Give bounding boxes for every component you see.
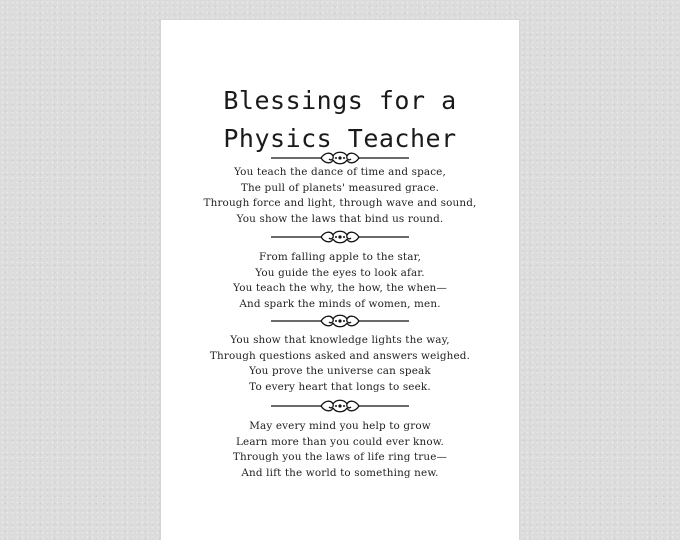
- scroll-ornament-icon: [161, 396, 519, 416]
- stanza-line: You show the laws that bind us round.: [236, 212, 444, 225]
- stanza-line: Through you the laws of life ring true—: [232, 451, 448, 464]
- stanza-line: You teach the dance of time and space,: [234, 166, 446, 178]
- stanza-line: You prove the universe can speak: [249, 365, 431, 378]
- stanza-line: To every heart that longs to seek.: [249, 380, 431, 393]
- stanza-line: From falling apple to the star,: [258, 251, 422, 263]
- stanza-line: Through questions asked and answers weighed.: [209, 349, 471, 362]
- stanza-line: Through force and light, through wave and sound,: [203, 197, 477, 210]
- stanza-3: [161, 333, 519, 395]
- stanza-line: And spark the minds of women, men.: [239, 297, 441, 310]
- stanza-line: You teach the why, the how, the when—: [233, 282, 447, 295]
- stanza-line: The pull of planets' measured grace.: [240, 181, 440, 194]
- stanza-line: And lift the world to something new.: [241, 466, 439, 479]
- title-line-2: Physics Teacher: [223, 124, 457, 153]
- stanza-4: [161, 419, 519, 481]
- stanza-line: You guide the eyes to look afar.: [255, 266, 425, 279]
- scroll-ornament-icon: [161, 311, 519, 331]
- stanza-line: You show that knowledge lights the way,: [230, 334, 450, 346]
- poem-card: [161, 20, 519, 540]
- scroll-ornament-icon: [161, 227, 519, 247]
- page-title: [161, 82, 519, 158]
- stanza-2: [161, 250, 519, 312]
- title-line-1: Blessings for a: [223, 86, 457, 115]
- stanza-1: [161, 165, 519, 227]
- stanza-line: May every mind you help to grow: [249, 420, 431, 432]
- stanza-line: Learn more than you could ever know.: [235, 435, 444, 448]
